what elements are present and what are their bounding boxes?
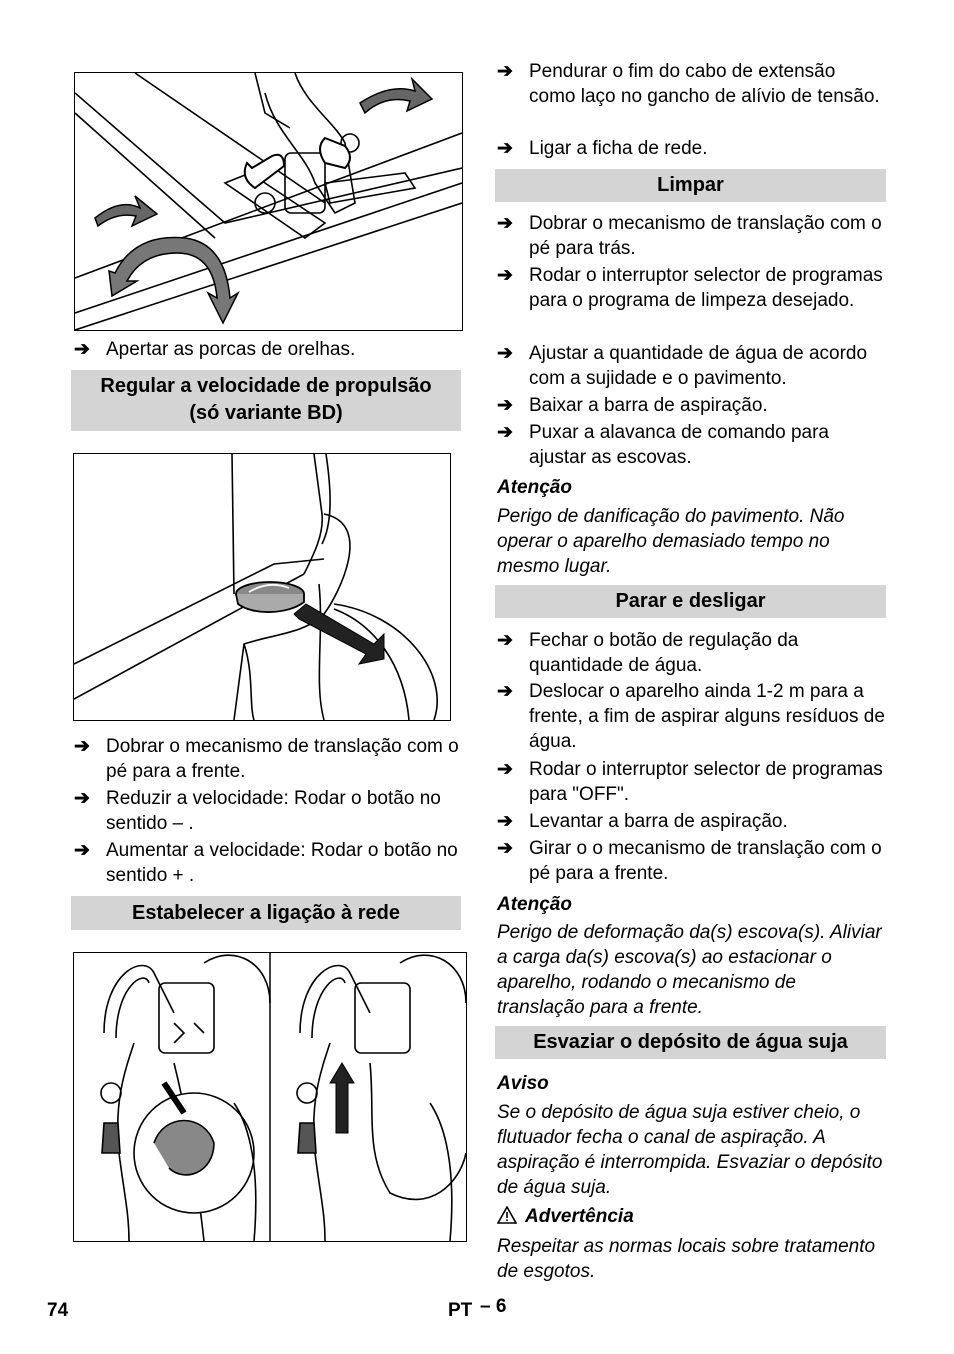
arrow-right-icon: ➔ (74, 339, 90, 360)
step-switch-off: ➔ Rodar o interruptor selector de programas para "OFF". (497, 759, 883, 805)
section-heading-speed (71, 370, 461, 431)
arrow-right-icon: ➔ (497, 811, 513, 832)
figure-power-cable (73, 952, 467, 1242)
arrow-right-icon: ➔ (497, 265, 513, 286)
arrow-right-icon: ➔ (497, 422, 513, 443)
step-reduce-speed: ➔ Reduzir a velocidade: Rodar o botão no sentido – . (74, 788, 441, 834)
step-adjust-water: ➔ Ajustar a quantidade de água de acordo com a sujidade e o pavimento. (497, 343, 868, 389)
arrow-right-icon: ➔ (497, 343, 513, 364)
warning-text: Respeitar as normas locais sobre tratamento de esgotos. (497, 1236, 876, 1282)
section-heading-clean: Limpar (495, 169, 886, 202)
step-hang-cable: ➔ Pendurar o fim do cabo de extensão como laço no gancho de alívio de tensão. (497, 61, 880, 107)
attention-text-1: Perigo de danificação do pavimento. Não operar o aparelho demasiado tempo no mesmo lugar. (497, 506, 845, 577)
step-select-program: ➔ Rodar o interruptor selector de programas para o programa de limpeza desejado. (497, 265, 883, 311)
figure-squeegee-wing-nuts (74, 72, 463, 331)
step-lower-squeegee: ➔ Baixar a barra de aspiração. (497, 395, 768, 416)
notice-text: Se o depósito de água suja estiver cheio, o flutuador fecha o canal de aspiração. A aspiração é interrompida. Esvaziar o depósito de água suja. (497, 1102, 883, 1198)
arrow-right-icon: ➔ (497, 395, 513, 416)
arrow-right-icon: ➔ (497, 630, 513, 651)
notice-title: Aviso (497, 1073, 549, 1094)
step-pull-lever: ➔ Puxar a alavanca de comando para ajustar as escovas. (497, 422, 829, 468)
section-heading-stop: Parar e desligar (495, 585, 886, 618)
step-fold-back: ➔ Dobrar o mecanismo de translação com o pé para trás. (497, 213, 882, 259)
step-close-water: ➔ Fechar o botão de regulação da quantidade de água. (497, 630, 799, 676)
warning-title-row (497, 1206, 634, 1230)
arrow-right-icon: ➔ (497, 759, 513, 780)
page-number: 74 (47, 1300, 69, 1321)
step-raise-squeegee: ➔ Levantar a barra de aspiração. (497, 811, 788, 832)
footer-section: – 6 (480, 1296, 507, 1317)
footer-lang: PT (448, 1300, 473, 1321)
step-rotate-forward: ➔ Girar o o mecanismo de translação com o pé para a frente. (497, 838, 882, 884)
arrow-right-icon: ➔ (74, 788, 90, 809)
arrow-right-icon: ➔ (497, 838, 513, 859)
arrow-right-icon: ➔ (497, 138, 513, 159)
arrow-right-icon: ➔ (74, 840, 90, 861)
arrow-right-icon: ➔ (74, 736, 90, 757)
step-increase-speed: ➔ Aumentar a velocidade: Rodar o botão no sentido + . (74, 840, 458, 886)
step-fasten-wing-nuts: ➔ Apertar as porcas de orelhas. (74, 339, 356, 360)
arrow-right-icon: ➔ (497, 61, 513, 82)
heading-line-1: Regular a velocidade de propulsão (100, 375, 432, 397)
arrow-right-icon: ➔ (497, 213, 513, 234)
step-fold-forward: ➔ Dobrar o mecanismo de translação com o pé para a frente. (74, 736, 459, 782)
attention-text-2: Perigo de deformação da(s) escova(s). Aliviar a carga da(s) escova(s) ao estacionar o aparelho, rodando o mecanismo de translação para a frente. (497, 922, 882, 1018)
attention-title-1: Atenção (497, 477, 572, 498)
figure-speed-knob (73, 453, 451, 721)
warning-title: Advertência (525, 1206, 634, 1227)
step-plug-in: ➔ Ligar a ficha de rede. (497, 138, 708, 159)
step-move-forward: ➔ Deslocar o aparelho ainda 1-2 m para a frente, a fim de aspirar alguns resíduos de água. (497, 681, 885, 752)
heading-line-2: (só variante BD) (189, 402, 343, 424)
section-heading-mains: Estabelecer a ligação à rede (71, 896, 461, 930)
attention-title-2: Atenção (497, 894, 572, 915)
warning-triangle-icon (497, 1206, 517, 1230)
arrow-right-icon: ➔ (497, 681, 513, 702)
section-heading-empty-tank: Esvaziar o depósito de água suja (495, 1026, 886, 1059)
